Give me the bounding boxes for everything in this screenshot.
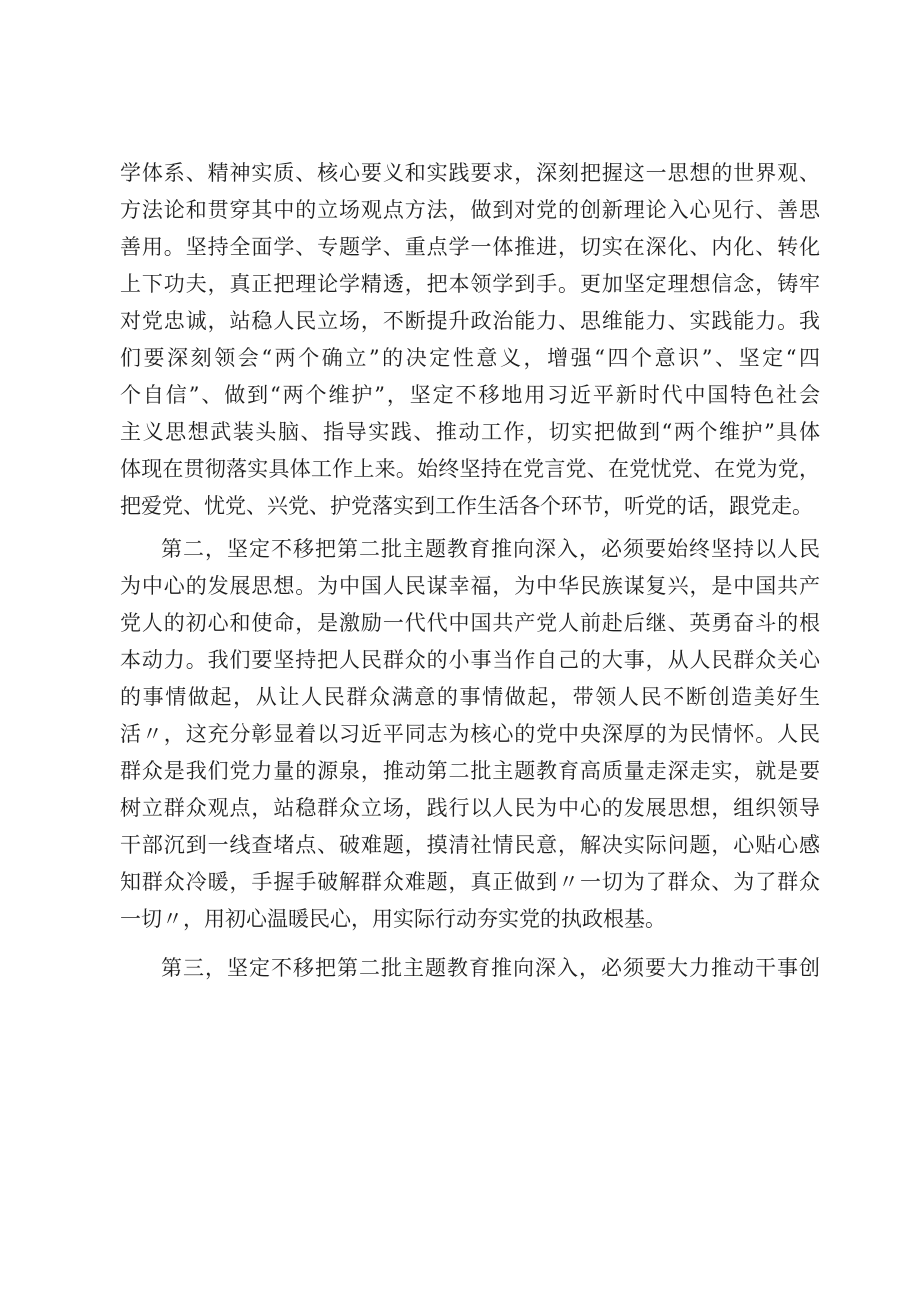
text-line: 上下功夫，真正把理论学精透，把本领学到手。更加坚定理想信念，铸牢 (120, 272, 820, 296)
text-line: 干部沉到一线查堵点、破难题，摸清社情民意，解决实际问题，心贴心感 (120, 833, 820, 857)
text-line: 体现在贯彻落实具体工作上来。始终坚持在党言党、在党忧党、在党为党， (120, 457, 820, 481)
text-line: 知群众冷暖，手握手破解群众难题，真正做到〃一切为了群众、为了群众 (120, 870, 820, 894)
text-line: 对党忠诚，站稳人民立场，不断提升政治能力、思维能力、实践能力。我 (120, 309, 820, 333)
paragraph-2 (120, 531, 820, 938)
text-line: 为中心的发展思想。为中国人民谋幸福，为中华民族谋复兴，是中国共产 (120, 574, 820, 598)
text-line: 把爱党、忧党、兴党、护党落实到工作生活各个环节，听党的话，跟党走。 (120, 494, 813, 518)
paragraph-1 (120, 155, 820, 525)
text-line: 第二，坚定不移把第二批主题教育推向深入，必须要始终坚持以人民 (161, 537, 820, 561)
text-line: 本动力。我们要坚持把人民群众的小事当作自己的大事，从人民群众关心 (120, 648, 820, 672)
text-line: 一切〃，用初心温暖民心，用实际行动夯实党的执政根基。 (120, 907, 666, 931)
text-line: 善用。坚持全面学、专题学、重点学一体推进，切实在深化、内化、转化 (120, 235, 820, 259)
document-body (120, 155, 820, 987)
text-line: 方法论和贯穿其中的立场观点方法，做到对党的创新理论入心见行、善思 (120, 198, 820, 222)
paragraph-3 (120, 950, 820, 987)
text-line: 的事情做起，从让人民群众满意的事情做起，带领人民不断创造美好生 (120, 685, 820, 709)
text-line: 主义思想武装头脑、指导实践、推动工作，切实把做到“两个维护”具体 (120, 420, 820, 444)
text-line: 第三，坚定不移把第二批主题教育推向深入，必须要大力推动干事创 (161, 956, 820, 980)
text-line: 学体系、精神实质、核心要义和实践要求，深刻把握这一思想的世界观、 (120, 161, 820, 185)
text-line: 群众是我们党力量的源泉，推动第二批主题教育高质量走深走实，就是要 (120, 759, 820, 783)
text-line: 们要深刻领会“两个确立”的决定性意义，增强“四个意识”、坚定“四 (120, 346, 820, 370)
text-line: 个自信”、做到“两个维护”，坚定不移地用习近平新时代中国特色社会 (120, 383, 820, 407)
text-line: 活〃，这充分彰显着以习近平同志为核心的党中央深厚的为民情怀。人民 (120, 722, 820, 746)
text-line: 树立群众观点，站稳群众立场，践行以人民为中心的发展思想，组织领导 (120, 796, 820, 820)
text-line: 党人的初心和使命，是激励一代代中国共产党人前赴后继、英勇奋斗的根 (120, 611, 820, 635)
